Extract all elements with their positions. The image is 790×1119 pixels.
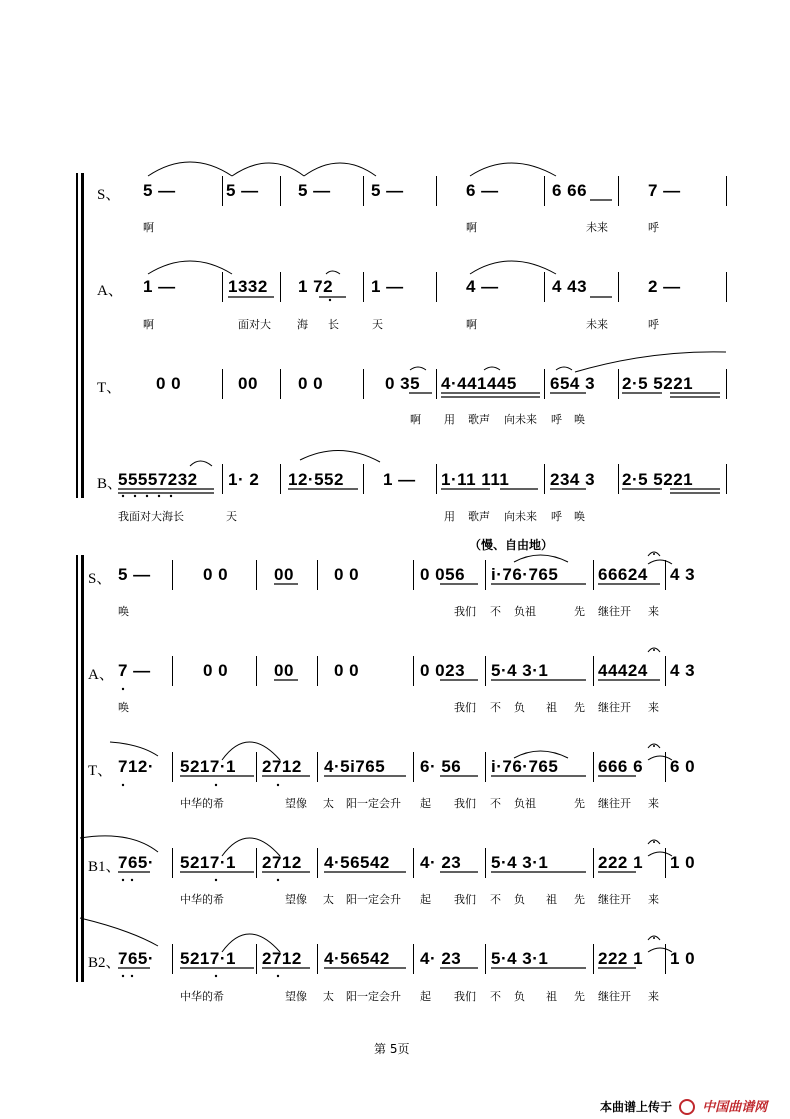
note-group: 5 — (298, 181, 331, 200)
lyric: 祖 (546, 990, 557, 1003)
note-group: 2712 (262, 853, 302, 872)
lyric: 起 (420, 990, 431, 1003)
note-group: 765· (118, 853, 155, 872)
lyric: 太 (323, 990, 334, 1003)
note-group: 765· (118, 949, 155, 968)
lyric: 呼 (551, 510, 562, 523)
note-group: 0 0 (156, 374, 182, 393)
note-group: 654 3 (550, 374, 596, 393)
part-label-bass1: B1、 (88, 859, 121, 875)
note-group: 44424 (598, 661, 648, 680)
note-group: 1 — (383, 470, 416, 489)
part-label-bass: B、 (97, 476, 123, 492)
part-label-alto: A、 (88, 667, 114, 683)
lyric: 我们 (454, 990, 476, 1003)
note-group: 6 0 (670, 757, 696, 776)
note-group: 6· 56 (420, 757, 462, 776)
page-number: 第 5页 (374, 1042, 410, 1056)
note-group: 5217·1 (180, 949, 236, 968)
lyric: 来 (648, 990, 659, 1003)
lyric: 啊 (143, 318, 154, 331)
lyric: 呼 (648, 221, 659, 234)
lyric: 阳一定会升 (346, 893, 401, 906)
note-group: 0 0 (203, 565, 229, 584)
lyric: 继往开 (598, 990, 631, 1003)
lyric: 望像 (285, 893, 307, 906)
lyric: 负 (514, 701, 525, 714)
note-group: 4 43 (552, 277, 588, 296)
note-group: 1 — (371, 277, 404, 296)
note-group: 1 0 (670, 949, 696, 968)
lyric: 祖 (546, 701, 557, 714)
lyric: 唤 (574, 510, 585, 523)
lyric: 歌声 (468, 413, 490, 426)
note-group: 4 3 (670, 565, 696, 584)
lyric: 我们 (454, 605, 476, 618)
site-logo-text: 中国曲谱网 (702, 1100, 768, 1115)
lyric: 中华的希 (180, 797, 224, 810)
note-group: 6 66 (552, 181, 588, 200)
lyric: 负祖 (514, 605, 536, 618)
lyric: 中华的希 (180, 990, 224, 1003)
lyric: 阳一定会升 (346, 990, 401, 1003)
lyric: 先 (574, 605, 585, 618)
note-group: 0 0 (334, 565, 360, 584)
note-group: 1· 2 (228, 470, 260, 489)
note-group: 666 6 (598, 757, 644, 776)
lyric: 负祖 (514, 797, 536, 810)
note-group: 55557232 (118, 470, 198, 489)
lyric: 天 (372, 318, 383, 331)
lyric: 望像 (285, 797, 307, 810)
note-group: 1 — (143, 277, 176, 296)
lyric: 唤 (118, 701, 129, 714)
note-group: 2·5 5221 (622, 374, 694, 393)
lyric: 用 (444, 413, 455, 426)
note-group: i·76·765 (491, 565, 559, 584)
lyric: 不 (490, 797, 501, 810)
lyric: 天 (226, 510, 237, 523)
lyric: 继往开 (598, 797, 631, 810)
note-group: 4·56542 (324, 949, 390, 968)
note-group: 5·4 3·1 (491, 661, 549, 680)
note-group: 2712 (262, 757, 302, 776)
lyric: 啊 (466, 318, 477, 331)
note-group: 5 — (371, 181, 404, 200)
part-label-soprano: S、 (97, 187, 121, 203)
lyric: 太 (323, 893, 334, 906)
lyric: 向未来 (504, 510, 537, 523)
note-group: 2·5 5221 (622, 470, 694, 489)
lyric: 阳一定会升 (346, 797, 401, 810)
lyric: 呼 (551, 413, 562, 426)
lyric: 不 (490, 605, 501, 618)
lyric: 啊 (410, 413, 421, 426)
note-group: 5 — (143, 181, 176, 200)
note-group: 00 (274, 661, 294, 680)
lyric: 我们 (454, 893, 476, 906)
part-label-soprano: S、 (88, 571, 112, 587)
footer-text: 本曲谱上传于 (600, 1100, 673, 1114)
lyric: 唤 (574, 413, 585, 426)
note-group: 5217·1 (180, 757, 236, 776)
note-group: 1 72 (298, 277, 334, 296)
part-label-alto: A、 (97, 283, 123, 299)
note-group: 00 (274, 565, 294, 584)
note-group: 222 1 (598, 949, 644, 968)
note-group: 0 0 (203, 661, 229, 680)
note-group: 4· 23 (420, 949, 462, 968)
note-group: 12·552 (288, 470, 344, 489)
lyric: 未来 (586, 318, 608, 331)
note-group: 5·4 3·1 (491, 949, 549, 968)
note-group: 4·441445 (441, 374, 517, 393)
lyric: 长 (328, 318, 339, 331)
lyric: 望像 (285, 990, 307, 1003)
lyric: 海 (297, 318, 308, 331)
lyric: 负 (514, 990, 525, 1003)
note-group: 7 — (648, 181, 681, 200)
note-group: i·76·765 (491, 757, 559, 776)
note-group: 4· 23 (420, 853, 462, 872)
note-group: 5 — (226, 181, 259, 200)
note-group: 66624 (598, 565, 648, 584)
footer (600, 1096, 767, 1115)
note-group: 2712 (262, 949, 302, 968)
note-group: 4 3 (670, 661, 696, 680)
note-group: 2 — (648, 277, 681, 296)
lyric: 不 (490, 990, 501, 1003)
site-logo-icon (679, 1099, 695, 1115)
note-group: 0 35 (385, 374, 421, 393)
note-group: 5·4 3·1 (491, 853, 549, 872)
note-group: 4·5i765 (324, 757, 386, 776)
note-group: 222 1 (598, 853, 644, 872)
tempo-marking: （慢、自由地） (469, 538, 554, 552)
note-group: 4 — (466, 277, 499, 296)
lyric: 继往开 (598, 605, 631, 618)
note-group: 00 (238, 374, 258, 393)
part-label-tenor: T、 (88, 763, 113, 779)
lyric: 未来 (586, 221, 608, 234)
lyric: 来 (648, 893, 659, 906)
lyric: 歌声 (468, 510, 490, 523)
part-label-bass2: B2、 (88, 955, 121, 971)
lyric: 啊 (466, 221, 477, 234)
lyric: 负 (514, 893, 525, 906)
note-group: 0 056 (420, 565, 466, 584)
note-group: 1 0 (670, 853, 696, 872)
lyric: 唤 (118, 605, 129, 618)
note-group: 0 0 (298, 374, 324, 393)
lyric: 中华的希 (180, 893, 224, 906)
lyric: 祖 (546, 893, 557, 906)
lyric: 用 (444, 510, 455, 523)
note-group: 234 3 (550, 470, 596, 489)
note-group: 1332 (228, 277, 268, 296)
lyric: 继往开 (598, 701, 631, 714)
lyric: 来 (648, 605, 659, 618)
lyric: 我们 (454, 701, 476, 714)
lyric: 啊 (143, 221, 154, 234)
note-group: 5217·1 (180, 853, 236, 872)
lyric: 面对大 (238, 318, 271, 331)
lyric: 先 (574, 701, 585, 714)
part-label-tenor: T、 (97, 380, 122, 396)
note-group: 712· (118, 757, 155, 776)
lyric: 继往开 (598, 893, 631, 906)
note-group: 7 — (118, 661, 151, 680)
note-group: 4·56542 (324, 853, 390, 872)
lyric: 先 (574, 893, 585, 906)
note-group: 1·11 111 (441, 470, 510, 489)
lyric: 先 (574, 990, 585, 1003)
note-group: 0 0 (334, 661, 360, 680)
lyric: 不 (490, 701, 501, 714)
note-group: 5 — (118, 565, 151, 584)
lyric: 起 (420, 797, 431, 810)
lyric: 太 (323, 797, 334, 810)
lyric: 我面对大海长 (118, 510, 184, 523)
note-group: 0 023 (420, 661, 466, 680)
lyric: 起 (420, 893, 431, 906)
lyric: 来 (648, 797, 659, 810)
lyric: 来 (648, 701, 659, 714)
lyric: 先 (574, 797, 585, 810)
lyric: 不 (490, 893, 501, 906)
lyric: 我们 (454, 797, 476, 810)
lyric: 呼 (648, 318, 659, 331)
note-group: 6 — (466, 181, 499, 200)
lyric: 向未来 (504, 413, 537, 426)
